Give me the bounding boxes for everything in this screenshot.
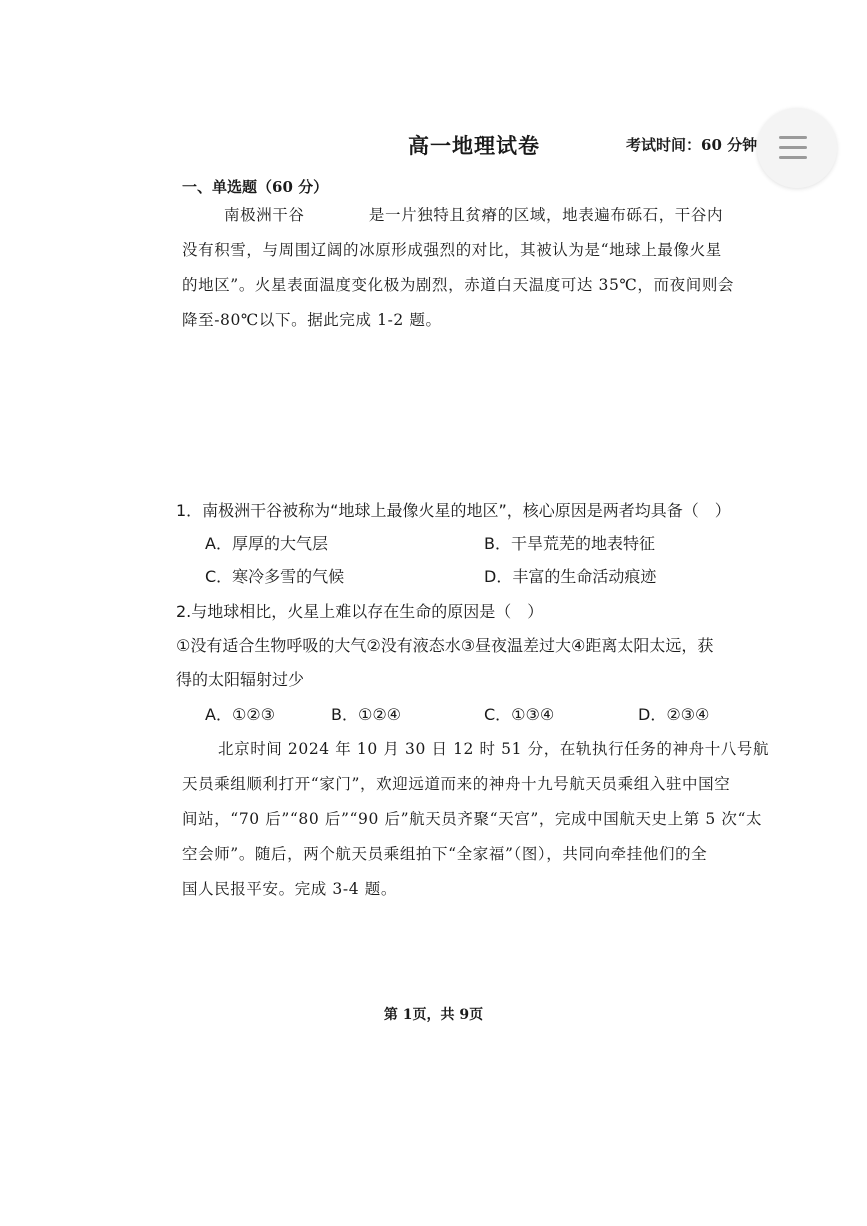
question-2-option-a: A．①②③ bbox=[205, 705, 275, 724]
passage-line: 间站，“70 后”“80 后”“90 后”航天员齐聚“天宫”，完成中国航天史上第 5 次“太 bbox=[182, 810, 763, 828]
question-2-option-b: B．①②④ bbox=[331, 705, 402, 724]
section-heading: 一、单选题（60 分） bbox=[182, 178, 329, 196]
question-2-statements-cont: 得的太阳辐射过少 bbox=[176, 670, 305, 689]
question-1-stem: 1．南极洲干谷被称为“地球上最像火星的地区”，核心原因是两者均具备（ ） bbox=[176, 501, 731, 520]
question-1-option-a: A．厚厚的大气层 bbox=[205, 534, 328, 553]
question-1-option-b: B．干旱荒芜的地表特征 bbox=[484, 534, 655, 553]
passage-line: 南极洲干谷 是一片独特且贫瘠的区域，地表遍布砾石，干谷内 bbox=[224, 206, 724, 224]
question-1-option-c: C．寒冷多雪的气候 bbox=[205, 567, 345, 586]
exam-time: 考试时间：60 分钟 bbox=[626, 136, 758, 154]
passage-mars-dry-valley bbox=[182, 198, 782, 338]
menu-bar bbox=[779, 136, 807, 139]
page-number: 第 1页，共 9页 bbox=[383, 1007, 484, 1023]
passage-line: 北京时间 2024 年 10 月 30 日 12 时 51 分，在轨执行任务的神舟十八号航 bbox=[218, 740, 770, 758]
question-2-option-d: D．②③④ bbox=[638, 705, 710, 724]
page-title: 高一地理试卷 bbox=[408, 134, 540, 158]
passage-line: 的地区”。火星表面温度变化极为剧烈，赤道白天温度可达 35℃，而夜间则会 bbox=[182, 276, 735, 294]
passage-line: 没有积雪，与周围辽阔的冰原形成强烈的对比，其被认为是“地球上最像火星 bbox=[182, 241, 722, 259]
question-2-statements: ①没有适合生物呼吸的大气②没有液态水③昼夜温差过大④距离太阳太远，获 bbox=[176, 636, 714, 655]
question-2-option-c: C．①③④ bbox=[484, 705, 555, 724]
question-1-option-d: D．丰富的生命活动痕迹 bbox=[484, 567, 657, 586]
passage-line: 国人民报平安。完成 3-4 题。 bbox=[182, 880, 397, 898]
passage-line: 空会师”。随后，两个航天员乘组拍下“全家福”（图），共同向牵挂他们的全 bbox=[182, 845, 708, 863]
passage-shenzhou bbox=[182, 732, 782, 907]
passage-line: 降至-80℃以下。据此完成 1-2 题。 bbox=[182, 311, 442, 329]
hamburger-menu-icon[interactable] bbox=[757, 108, 837, 188]
passage-line: 天员乘组顺利打开“家门”，欢迎远道而来的神舟十九号航天员乘组入驻中国空 bbox=[182, 775, 731, 793]
question-2-stem: 2.与地球相比，火星上难以存在生命的原因是（ ） bbox=[176, 602, 544, 621]
menu-bar bbox=[779, 156, 807, 159]
menu-bar bbox=[779, 146, 807, 149]
